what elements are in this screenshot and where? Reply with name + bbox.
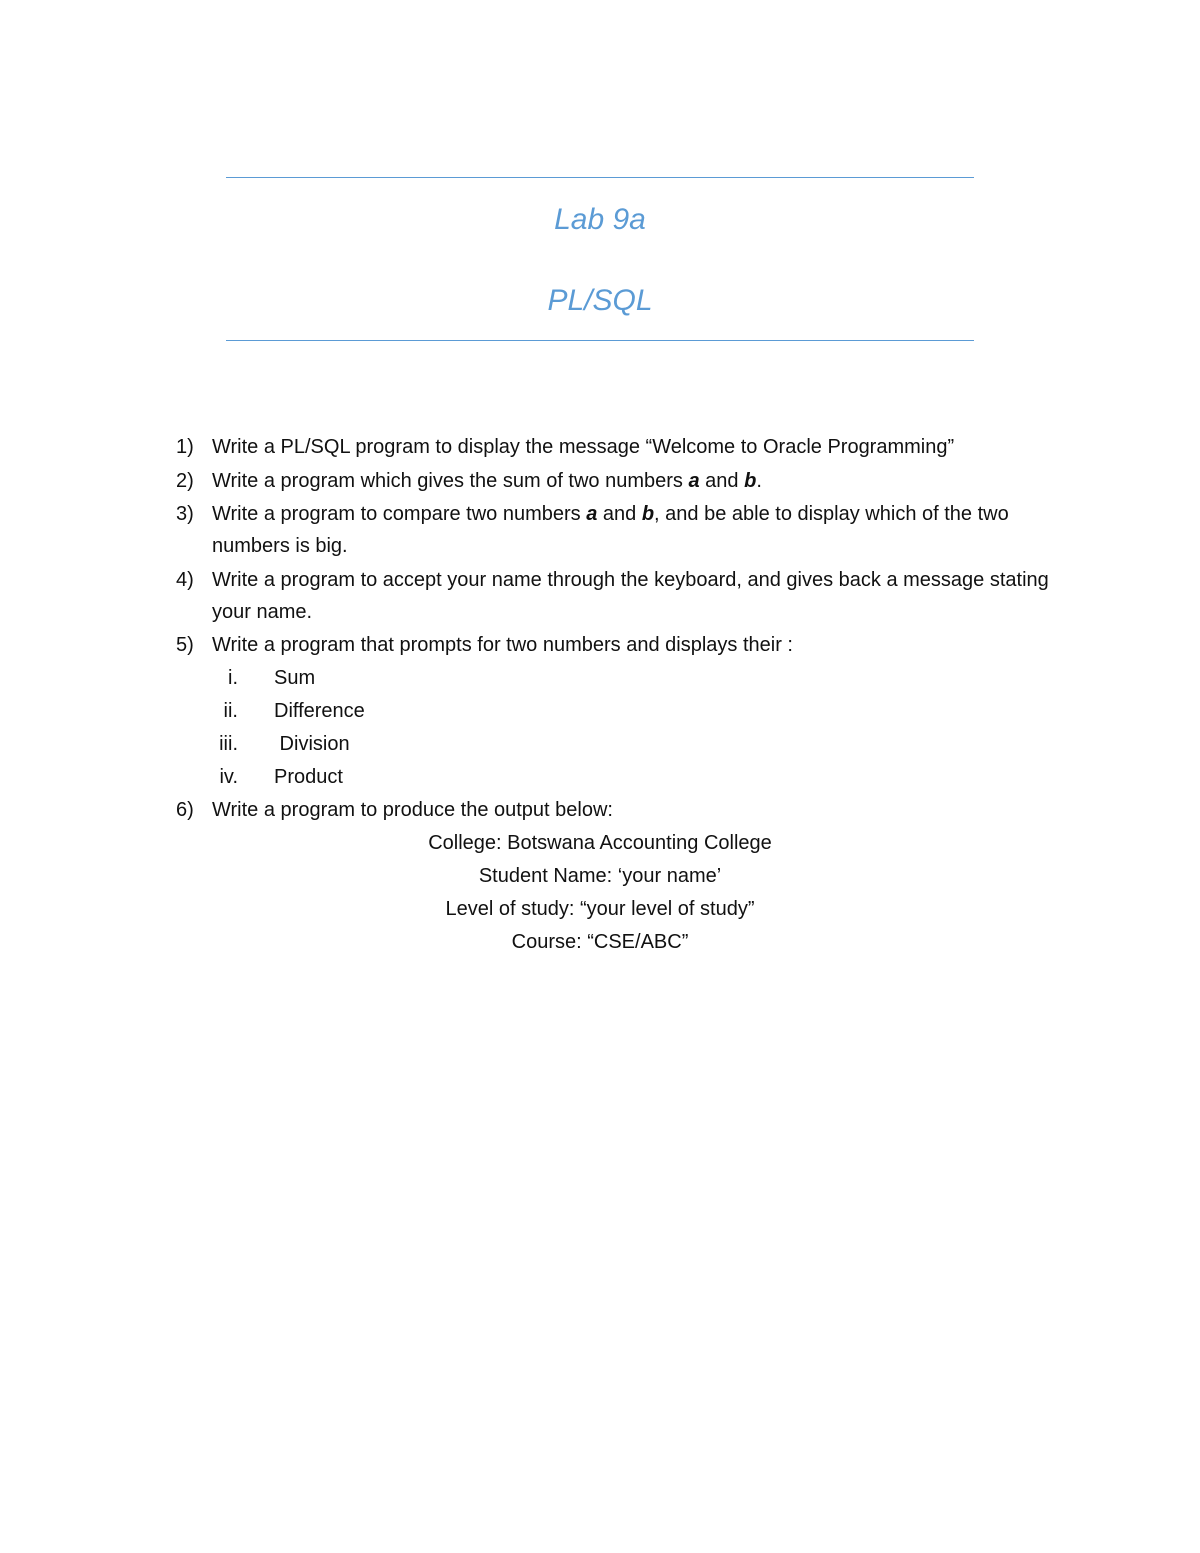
subitem-text: Division (274, 733, 350, 755)
question-text-part: Write a program to compare two numbers (212, 503, 587, 525)
document-title: Lab 9a (554, 203, 646, 236)
output-line-level-of-study: Level of study: “your level of study” (445, 898, 755, 920)
subitem-number: i. (228, 667, 238, 689)
subitem-text: Product (274, 766, 343, 788)
question-text: Write a PL/SQL program to display the message “Welcome to Oracle Programming” (212, 436, 955, 458)
question-text: Write a program to produce the output below: (212, 799, 613, 821)
question-number: 1) (176, 436, 194, 458)
title-rule-bottom (226, 340, 974, 341)
question-text (212, 498, 1072, 562)
variable-a: a (688, 470, 700, 492)
question-text-part: . (756, 470, 762, 492)
question-text-part: Write a program which gives the sum of two numbers (212, 470, 689, 492)
variable-a: a (586, 503, 598, 525)
question-text-part: , and be able to display which of the two numbers is big. (212, 503, 1009, 557)
subitem-text: Sum (274, 667, 316, 689)
question-number: 6) (176, 799, 194, 821)
subitem-number: ii. (223, 700, 238, 722)
variable-b: b (641, 503, 655, 525)
question-number: 2) (176, 470, 194, 492)
subitem-number: iv. (219, 766, 238, 788)
subitem-text: Difference (274, 700, 365, 722)
output-line-course: Course: “CSE/ABC” (511, 931, 689, 953)
question-text (212, 465, 1072, 497)
question-text: Write a program to accept your name through the keyboard, and gives back a message stating your name. (212, 569, 1049, 623)
subitem-number: iii. (219, 733, 238, 755)
variable-b: b (744, 470, 757, 492)
question-text: Write a program that prompts for two numbers and displays their : (212, 634, 793, 656)
question-number: 3) (176, 503, 194, 525)
question-text-part: and (699, 470, 745, 492)
output-line-student-name: Student Name: ‘your name’ (478, 865, 722, 887)
document-subtitle: PL/SQL (547, 284, 653, 317)
question-number: 4) (176, 569, 194, 591)
title-rule-top (226, 177, 974, 178)
question-text-part: and (597, 503, 642, 525)
question-number: 5) (176, 634, 194, 656)
output-line-college: College: Botswana Accounting College (428, 832, 772, 854)
